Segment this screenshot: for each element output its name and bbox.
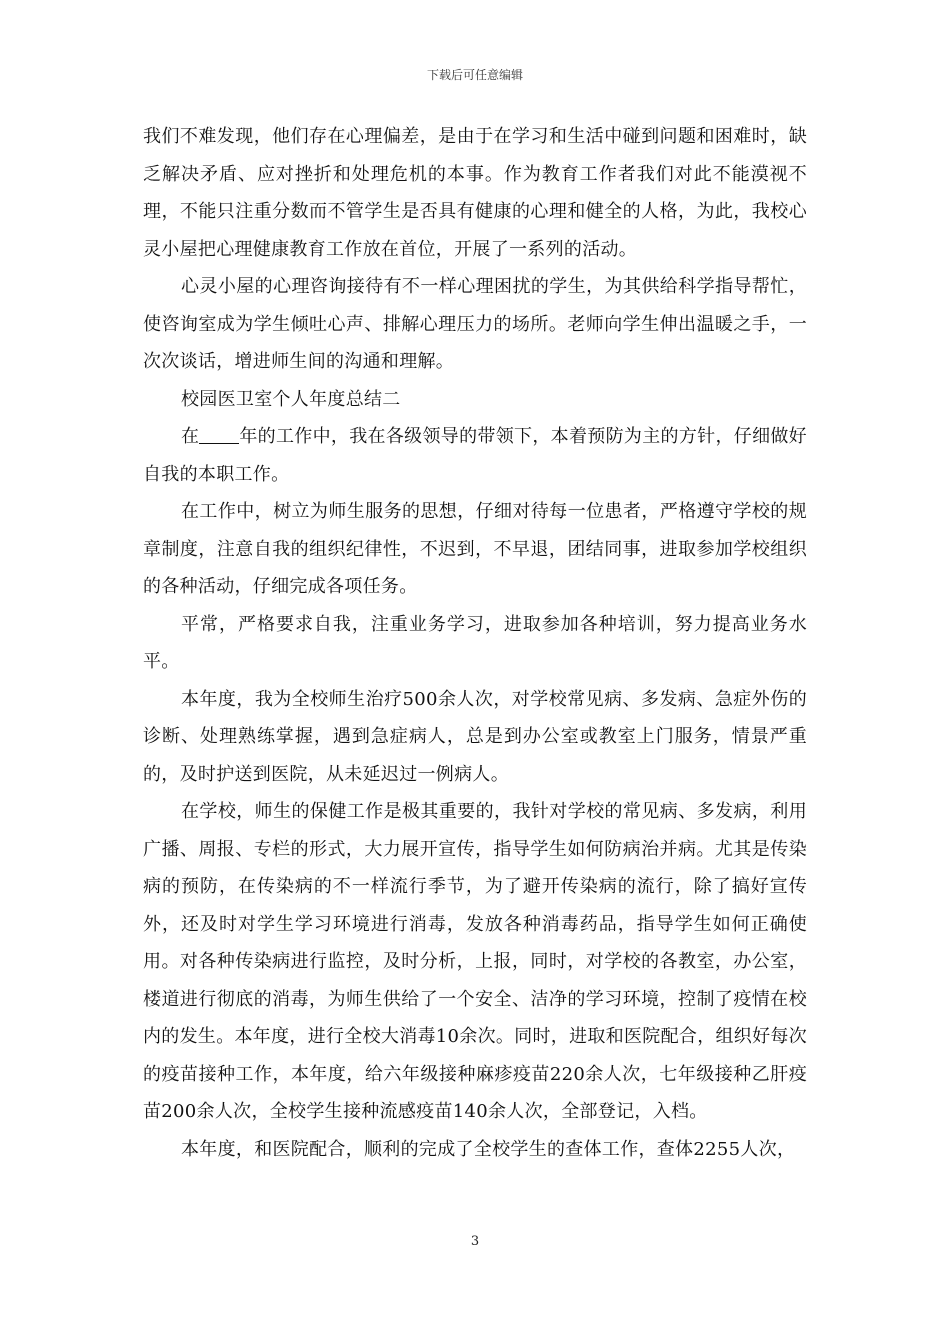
section-title: 校园医卫室个人年度总结二 — [181, 388, 401, 410]
paragraph: 平常，严格要求自我，注重业务学习，进取参加各种培训，努力提高业务水平。 — [143, 613, 807, 672]
paragraph: 心灵小屋的心理咨询接待有不一样心理困扰的学生，为其供给科学指导帮忙，使咨询室成为学生倾吐心声、排解心理压力的场所。老师向学生伸出温暖之手，一次次谈话，增进师生间的沟通和理解。 — [143, 276, 807, 372]
year-blank — [199, 425, 239, 444]
paragraph-text-start: 在 — [181, 426, 200, 447]
paragraph: 本年度，和医院配合，顺利的完成了全校学生的查体工作，查体2255人次， — [181, 1138, 796, 1160]
paragraph — [143, 418, 807, 493]
paragraph-text-end: 年的工作中，我在各级领导的带领下，本着预防为主的方针，仔细做好自我的本职工作。 — [143, 426, 807, 485]
paragraph: 在学校，师生的保健工作是极其重要的，我针对学校的常见病、多发病，利用广播、周报、专栏的形式，大力展开宣传，指导学生如何防病治并病。尤其是传染病的预防，在传染病的不一样流行季节，为了避开传染病的流行，除了搞好宣传外，还及时对学生学习环境进行消毒，发放各种消毒药品，指导学生如何正确使用。对各种传染病进行监控，及时分析，上报，同时，对学校的各教室，办公室，楼道进行彻底的消毒，为师生供给了一个安全、洁净的学习环境，控制了疫情在校内的发生。本年度，进行全校大消毒10余次。同时，进取和医院配合，组织好每次的疫苗接种工作，本年度，给六年级接种麻疹疫苗220余人次，七年级接种乙肝疫苗200余人次，全校学生接种流感疫苗140余人次，全部登记，入档。 — [143, 801, 808, 1122]
paragraph: 我们不难发现，他们存在心理偏差，是由于在学习和生活中碰到问题和困难时，缺乏解决矛盾、应对挫折和处理危机的本事。作为教育工作者我们对此不能漠视不理，不能只注重分数而不管学生是否具有健康的心理和健全的人格，为此，我校心灵小屋把心理健康教育工作放在首位，开展了一系列的活动。 — [143, 126, 807, 260]
page-header: 下载后可任意编辑 — [426, 68, 523, 82]
document-body — [143, 118, 807, 1168]
paragraph: 在工作中，树立为师生服务的思想，仔细对待每一位患者，严格遵守学校的规章制度，注意自我的组织纪律性，不迟到，不早退，团结同事，进取参加学校组织的各种活动，仔细完成各项任务。 — [143, 501, 807, 597]
paragraph: 本年度，我为全校师生治疗500余人次，对学校常见病、多发病、急症外伤的诊断、处理熟练掌握，遇到急症病人，总是到办公室或教室上门服务，情景严重的，及时护送到医院，从未延迟过一例病人。 — [143, 688, 807, 785]
page-number: 3 — [470, 1234, 480, 1249]
